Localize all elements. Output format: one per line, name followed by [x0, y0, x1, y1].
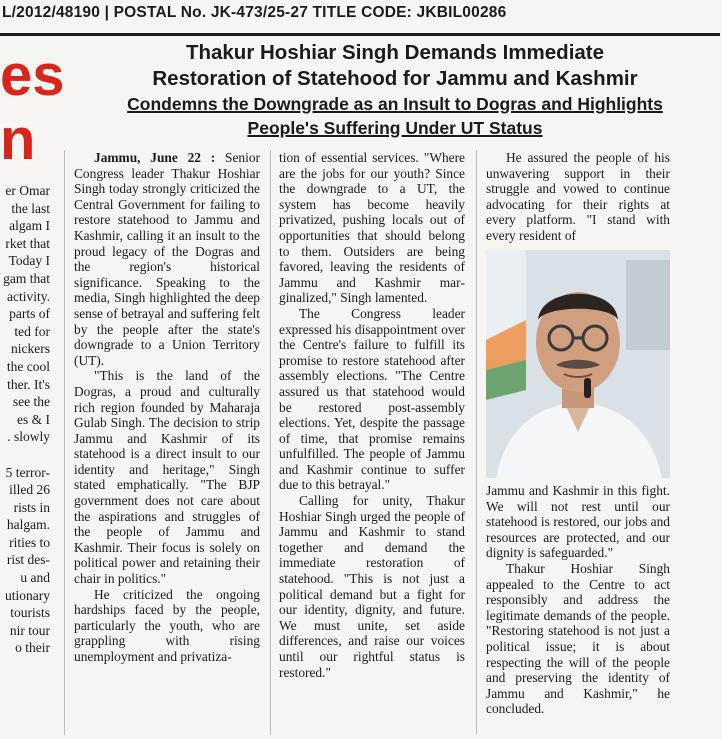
- adjacent-article-line: halgam.: [6, 517, 50, 533]
- adjacent-article-line: parts of: [9, 306, 50, 322]
- adjacent-article-line: o their: [15, 640, 50, 656]
- dateline: Jammu, June 22 :: [94, 150, 216, 165]
- subheadline-line-2: People's Suffering Under UT Status: [247, 118, 543, 138]
- article-headline: [70, 40, 720, 140]
- adjacent-article-line: see the: [12, 394, 50, 410]
- portrait-illustration: [486, 250, 670, 478]
- article-paragraph: Calling for unity, Thakur Hoshiar Singh urged the people of Jammu and Kashmir to stand together and demand the immediate restoration of statehood. "This is not just a political demand but a fight for our identity, dignity, and future. We must unite, set aside differences, and raise our voices until our rightful status is restored.": [279, 493, 465, 680]
- adjacent-article-line: tourists: [10, 605, 50, 621]
- adjacent-article-line: algam I: [9, 218, 50, 234]
- adjacent-article-line: rist des-: [6, 552, 50, 568]
- article-paragraph: [74, 150, 260, 368]
- column-divider: [270, 150, 271, 735]
- adjacent-article-line: 5 terror-: [5, 464, 50, 480]
- adjacent-article-line: ted for: [14, 323, 50, 339]
- article-paragraph: He criticized the ongoing hardships faced by the people, particularly the youth, who are grappling with rising unemployment and privatiza-: [74, 586, 260, 664]
- adjacent-headline-letters-2: n: [0, 107, 36, 172]
- masthead-publication-info: L/2012/48190 | POSTAL No. JK-473/25-27 TITLE CODE: JKBIL00286: [2, 4, 507, 21]
- adjacent-article-line: er Omar: [5, 183, 50, 198]
- adjacent-article-line: the last: [11, 200, 50, 216]
- adjacent-article-line: rists in: [13, 499, 50, 515]
- column-divider: [476, 150, 477, 735]
- article-paragraph: Jammu and Kashmir in this fight. We will not rest until our statehood is restored, our jobs and resources are protected, and our dignity is safeguarded.": [486, 483, 670, 561]
- column-divider: [64, 150, 65, 735]
- article-column-2: [279, 150, 465, 680]
- headline-line-2: Restoration of Statehood for Jammu and Kashmir: [152, 67, 638, 90]
- adjacent-article-line: u and: [20, 570, 50, 586]
- subheadline-line-1: Condemns the Downgrade as an Insult to Dogras and Highlights: [127, 94, 663, 114]
- adjacent-headline-letters-1: es: [0, 43, 65, 108]
- article-paragraph: "This is the land of the Dogras, a proud and culturally rich region founded by Maharaja Gulab Singh. The decision to strip Jammu and Kashmir of its statehood is a direct insult to our identity and heritage," Singh stated emphatically. "The BJP government does not care about the aspirations and struggles of the people of Jammu and Kashmir. Their focus is solely on political power and retaining their chair in politics.": [74, 368, 260, 587]
- adjacent-article-line: the cool: [6, 358, 50, 374]
- paragraph-text: Senior Congress leader Thakur Hoshiar Singh today strongly criticized the Central Government for failing to restore statehood to Jammu and Kashmir, calling it an insult to the proud legacy of the Dogras and the region's historical significance. Speaking to the media, Singh highlighted the deep sense of betrayal and suffering felt by the people after the state's downgrade to a Union Territory (UT).: [74, 150, 260, 368]
- adjacent-article-line: illed 26: [9, 482, 50, 498]
- article-paragraph: He assured the people of his unwavering support in their struggle and vowed to continue advocating for their rights at every platform. "I stand with every resident of: [486, 150, 670, 243]
- article-column-1: [74, 150, 260, 665]
- adjacent-article-line: gam that: [3, 270, 50, 286]
- adjacent-article-fragment: [0, 182, 50, 656]
- headline-line-1: Thakur Hoshiar Singh Demands Immediate: [185, 41, 605, 64]
- adjacent-article-line: . slowly: [7, 429, 50, 445]
- adjacent-article-line: rket that: [5, 235, 50, 251]
- adjacent-headline-fragment: [0, 43, 65, 174]
- adjacent-article-line: Today I: [8, 253, 50, 269]
- adjacent-article-line: rities to: [9, 534, 50, 550]
- adjacent-article-line: [0, 446, 50, 464]
- article-column-3-bottom: [486, 483, 670, 717]
- article-paragraph: tion of essential services. "Where are the jobs for our youth? Since the downgrade to a UT, the system has become heavily privatized, pushing locals out of opportunities that should belong to them. Outsiders are being favored, leaving the residents of Jammu and Kashmir marginalized," Singh lamented.: [279, 150, 465, 306]
- article-column-3-top: [486, 150, 670, 244]
- masthead-rule: [0, 33, 720, 36]
- article-paragraph: The Congress leader expressed his disappointment over the Centre's failure to fulfill its promise to restore statehood after assembly elections. "The Centre assured us that statehood would be restored post-assembly elections. Yet, despite the passage of time, that promise remains unfulfilled. The people of Jammu and Kashmir continue to suffer due to this betrayal.": [279, 305, 465, 493]
- adjacent-article-line: nir tour: [9, 622, 50, 638]
- adjacent-article-line: ther. It's: [7, 376, 50, 392]
- article-paragraph: Thakur Hoshiar Singh appealed to the Centre to act responsibly and address the legitimate demands of the people. "Restoring statehood is not just a political issue; it is about respecting the will of the people and preserving the identity of Jammu and Kashmir," he concluded.: [486, 560, 670, 717]
- adjacent-article-line: nickers: [11, 341, 50, 357]
- portrait-photo: [486, 250, 670, 478]
- adjacent-article-line: es & I: [17, 411, 50, 427]
- adjacent-article-line: utionary: [5, 587, 50, 603]
- adjacent-article-line: activity.: [7, 288, 50, 304]
